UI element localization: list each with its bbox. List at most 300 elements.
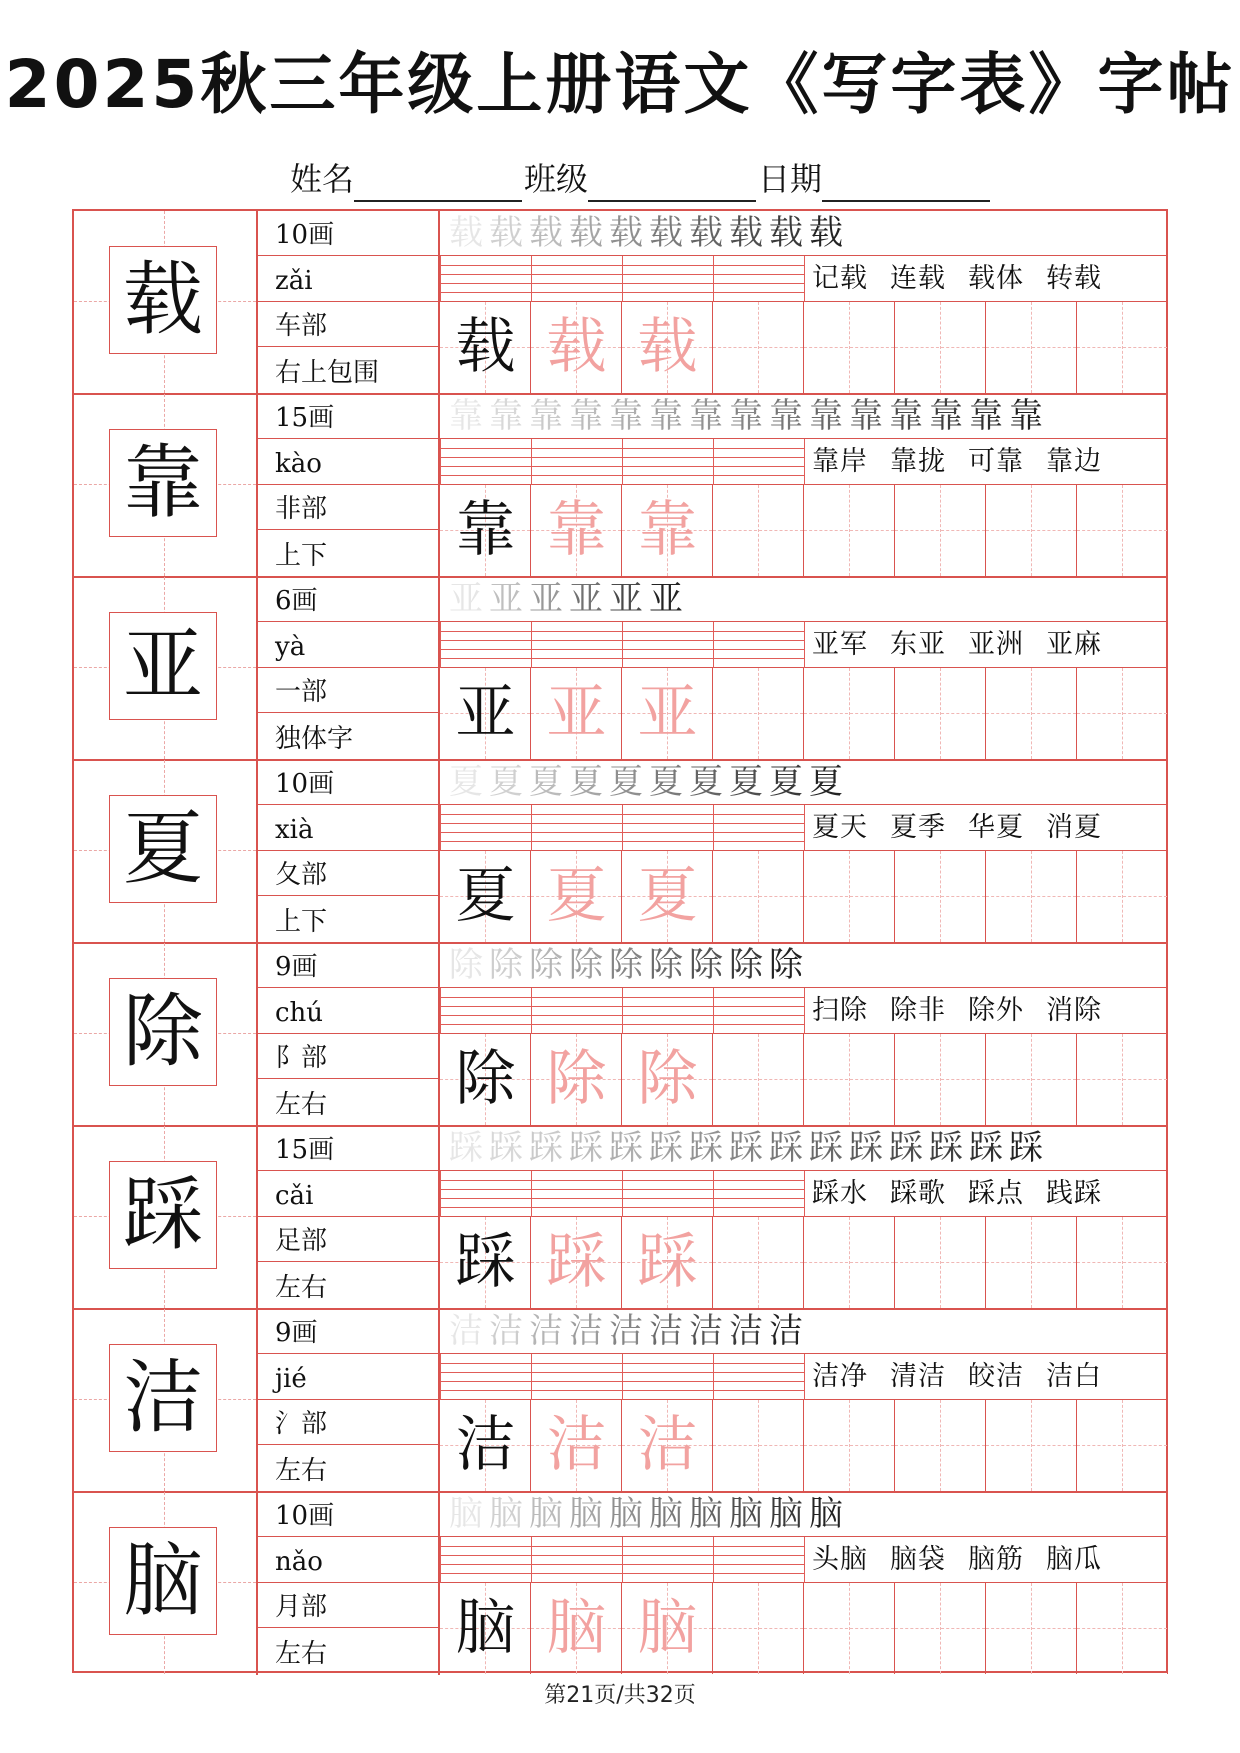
radical: 夂部 — [275, 860, 328, 890]
model-character-cell — [74, 1126, 256, 1308]
writing-cell[interactable] — [804, 485, 895, 576]
word: 洁净 — [812, 1361, 868, 1392]
date-blank[interactable] — [822, 166, 990, 202]
word: 脑瓜 — [1046, 1544, 1102, 1575]
writing-cell[interactable] — [531, 485, 622, 576]
word: 亚洲 — [968, 629, 1024, 660]
writing-cell[interactable] — [713, 1583, 804, 1674]
writing-row — [440, 668, 1166, 759]
pinyin-divider — [713, 622, 714, 668]
writing-cell[interactable] — [1077, 1217, 1168, 1308]
writing-cell[interactable] — [440, 1400, 531, 1491]
trace-character: 踩 — [546, 1227, 607, 1297]
writing-cell[interactable] — [622, 1217, 713, 1308]
pinyin-divider — [531, 256, 532, 302]
writing-cell[interactable] — [895, 1400, 986, 1491]
radical-cell — [257, 302, 438, 347]
pinyin-divider — [440, 805, 441, 851]
stroke-step: 亚 — [609, 579, 643, 619]
writing-cell[interactable] — [1077, 1400, 1168, 1491]
stroke-step: 靠 — [889, 396, 923, 436]
writing-cell[interactable] — [986, 851, 1077, 942]
stroke-step: 脑 — [769, 1494, 803, 1534]
pinyin-practice-row — [440, 1171, 1166, 1217]
stroke-step: 踩 — [489, 1128, 523, 1168]
writing-cell[interactable] — [986, 1583, 1077, 1674]
pinyin-divider — [440, 1354, 441, 1400]
pinyin-lines — [440, 1354, 804, 1400]
word-list — [812, 256, 1124, 302]
guide-line — [1077, 1262, 1167, 1263]
trace-character: 脑 — [637, 1593, 698, 1663]
guide-line — [713, 1262, 803, 1263]
stroke-step: 除 — [729, 945, 763, 985]
pinyin: xià — [275, 814, 314, 845]
stroke-step: 亚 — [569, 579, 603, 619]
stroke-step: 洁 — [449, 1311, 483, 1351]
stroke-order — [446, 1128, 1046, 1168]
stroke-order-row — [440, 1309, 1166, 1354]
stroke-step: 除 — [569, 945, 603, 985]
guide-line — [986, 1628, 1076, 1629]
writing-cell[interactable] — [895, 485, 986, 576]
stroke-step: 踩 — [849, 1128, 883, 1168]
pinyin-divider — [440, 988, 441, 1034]
structure: 上下 — [275, 540, 328, 571]
writing-cell[interactable] — [1077, 485, 1168, 576]
pinyin-divider — [713, 439, 714, 485]
model-character: 载 — [109, 246, 217, 354]
stroke-step: 靠 — [689, 396, 723, 436]
writing-cell[interactable] — [531, 1217, 622, 1308]
trace-character: 夏 — [546, 861, 607, 931]
writing-cell[interactable] — [440, 302, 531, 393]
stroke-step: 夏 — [489, 762, 523, 802]
pinyin-divider — [531, 622, 532, 668]
class-label: 班级 — [524, 160, 589, 198]
writing-cell[interactable] — [713, 1400, 804, 1491]
structure-cell — [257, 897, 438, 942]
writing-cell[interactable] — [713, 668, 804, 759]
stroke-step: 载 — [689, 213, 723, 253]
word: 连载 — [890, 263, 946, 294]
trace-character: 夏 — [637, 861, 698, 931]
stroke-count-cell — [257, 1126, 438, 1171]
writing-cell[interactable] — [531, 668, 622, 759]
pinyin-cell — [257, 623, 438, 668]
guide-line — [1077, 530, 1167, 531]
pinyin-cell — [257, 1172, 438, 1217]
pinyin-divider — [622, 805, 623, 851]
practice-grid — [72, 209, 1168, 1673]
writing-cell[interactable] — [804, 851, 895, 942]
radical: 月部 — [275, 1592, 328, 1622]
structure-cell — [257, 348, 438, 393]
word: 记载 — [812, 263, 868, 294]
pinyin: yà — [275, 631, 306, 662]
writing-cell[interactable] — [804, 302, 895, 393]
stroke-order — [446, 1494, 846, 1534]
writing-cell[interactable] — [440, 485, 531, 576]
writing-cell[interactable] — [895, 1034, 986, 1125]
character-entry — [74, 1126, 1166, 1309]
word: 扫除 — [812, 995, 868, 1026]
guide-line — [986, 530, 1076, 531]
pinyin-practice-row — [440, 1537, 1166, 1583]
stroke-order — [446, 762, 846, 802]
stroke-count: 10画 — [275, 1501, 335, 1531]
stroke-step: 脑 — [489, 1494, 523, 1534]
word: 消夏 — [1046, 812, 1102, 843]
writing-cell[interactable] — [622, 302, 713, 393]
structure-cell — [257, 1080, 438, 1125]
stroke-step: 夏 — [769, 762, 803, 802]
stroke-step: 除 — [689, 945, 723, 985]
writing-cell[interactable] — [895, 1217, 986, 1308]
guide-line — [713, 1079, 803, 1080]
pinyin-cell — [257, 1355, 438, 1400]
stroke-order — [446, 213, 846, 253]
model-character-cell — [74, 577, 256, 759]
example-character: 夏 — [455, 861, 516, 931]
guide-line — [1077, 347, 1167, 348]
word: 踩歌 — [890, 1178, 946, 1209]
writing-cell[interactable] — [440, 1217, 531, 1308]
writing-cell[interactable] — [986, 1217, 1077, 1308]
word: 消除 — [1046, 995, 1102, 1026]
stroke-order-row — [440, 577, 1166, 622]
guide-line — [804, 1628, 894, 1629]
stroke-step: 夏 — [529, 762, 563, 802]
structure-cell — [257, 1446, 438, 1491]
pinyin-divider — [622, 439, 623, 485]
stroke-step: 载 — [529, 213, 563, 253]
stroke-order-row — [440, 943, 1166, 988]
writing-cell[interactable] — [622, 1034, 713, 1125]
pinyin-divider — [622, 256, 623, 302]
model-character-cell — [74, 760, 256, 942]
writing-cell[interactable] — [531, 302, 622, 393]
guide-line — [986, 896, 1076, 897]
pinyin-divider — [531, 439, 532, 485]
pinyin-divider — [804, 805, 805, 851]
trace-character: 除 — [637, 1044, 698, 1114]
writing-cell[interactable] — [804, 668, 895, 759]
pinyin-divider — [440, 439, 441, 485]
stroke-step: 除 — [769, 945, 803, 985]
word: 除非 — [890, 995, 946, 1026]
writing-row — [440, 302, 1166, 393]
stroke-count: 6画 — [275, 586, 318, 616]
stroke-step: 载 — [769, 213, 803, 253]
stroke-step: 夏 — [569, 762, 603, 802]
guide-line — [804, 530, 894, 531]
stroke-step: 踩 — [729, 1128, 763, 1168]
writing-cell[interactable] — [986, 302, 1077, 393]
pinyin-divider — [531, 805, 532, 851]
stroke-step: 载 — [729, 213, 763, 253]
stroke-count: 10画 — [275, 220, 335, 250]
writing-cell[interactable] — [713, 302, 804, 393]
trace-character: 靠 — [546, 495, 607, 565]
stroke-step: 洁 — [689, 1311, 723, 1351]
pinyin-divider — [622, 1537, 623, 1583]
pinyin-divider — [713, 805, 714, 851]
character-entry — [74, 211, 1166, 394]
writing-cell[interactable] — [1077, 851, 1168, 942]
word: 皎洁 — [968, 1361, 1024, 1392]
guide-line — [713, 896, 803, 897]
character-entry — [74, 394, 1166, 577]
guide-line — [1077, 1445, 1167, 1446]
pinyin-lines — [440, 805, 804, 851]
pinyin: kào — [275, 448, 322, 479]
radical-cell — [257, 1400, 438, 1445]
class-blank[interactable] — [588, 166, 756, 202]
stroke-step: 载 — [809, 213, 843, 253]
word: 亚麻 — [1046, 629, 1102, 660]
structure-cell — [257, 1629, 438, 1674]
stroke-step: 靠 — [449, 396, 483, 436]
radical: 一部 — [275, 677, 328, 707]
stroke-step: 洁 — [609, 1311, 643, 1351]
trace-character: 除 — [546, 1044, 607, 1114]
pinyin-divider — [713, 1537, 714, 1583]
stroke-step: 亚 — [489, 579, 523, 619]
trace-character: 踩 — [637, 1227, 698, 1297]
writing-cell[interactable] — [440, 668, 531, 759]
stroke-step: 亚 — [449, 579, 483, 619]
guide-line — [1077, 896, 1167, 897]
stroke-step: 靠 — [1009, 396, 1043, 436]
writing-cell[interactable] — [713, 485, 804, 576]
stroke-step: 踩 — [649, 1128, 683, 1168]
word: 脑筋 — [968, 1544, 1024, 1575]
stroke-step: 除 — [449, 945, 483, 985]
pinyin-practice-row — [440, 256, 1166, 302]
word: 除外 — [968, 995, 1024, 1026]
writing-cell[interactable] — [531, 1400, 622, 1491]
pinyin-divider — [622, 622, 623, 668]
pinyin-cell — [257, 1538, 438, 1583]
pinyin-divider — [804, 622, 805, 668]
radical-cell — [257, 1217, 438, 1262]
model-character: 靠 — [109, 429, 217, 537]
trace-character: 载 — [637, 312, 698, 382]
stroke-step: 夏 — [449, 762, 483, 802]
example-character: 洁 — [455, 1410, 516, 1480]
guide-line — [713, 1445, 803, 1446]
pinyin-cell — [257, 257, 438, 302]
structure: 左右 — [275, 1455, 328, 1486]
word: 东亚 — [890, 629, 946, 660]
character-entry — [74, 760, 1166, 943]
word-list — [812, 439, 1124, 485]
guide-line — [895, 1262, 985, 1263]
stroke-step: 除 — [609, 945, 643, 985]
writing-cell[interactable] — [622, 668, 713, 759]
stroke-count: 10画 — [275, 769, 335, 799]
writing-cell[interactable] — [713, 1217, 804, 1308]
character-entry — [74, 1309, 1166, 1492]
writing-cell[interactable] — [622, 485, 713, 576]
writing-cell[interactable] — [440, 1583, 531, 1674]
pinyin-divider — [804, 1171, 805, 1217]
stroke-count-cell — [257, 1309, 438, 1354]
stroke-step: 亚 — [649, 579, 683, 619]
stroke-order — [446, 945, 806, 985]
guide-line — [986, 1445, 1076, 1446]
writing-cell[interactable] — [1077, 1583, 1168, 1674]
word: 靠边 — [1046, 446, 1102, 477]
pinyin-practice-row — [440, 622, 1166, 668]
student-info-bar — [290, 156, 992, 202]
word: 亚军 — [812, 629, 868, 660]
pinyin-divider — [531, 1354, 532, 1400]
stroke-step: 洁 — [529, 1311, 563, 1351]
pinyin-divider — [531, 988, 532, 1034]
word: 脑袋 — [890, 1544, 946, 1575]
guide-line — [804, 1445, 894, 1446]
word: 靠岸 — [812, 446, 868, 477]
writing-cell[interactable] — [804, 1217, 895, 1308]
writing-cell[interactable] — [986, 1400, 1077, 1491]
guide-line — [804, 1079, 894, 1080]
guide-line — [804, 1262, 894, 1263]
writing-cell[interactable] — [531, 1583, 622, 1674]
stroke-step: 踩 — [809, 1128, 843, 1168]
stroke-count: 15画 — [275, 403, 335, 433]
pinyin-divider — [713, 988, 714, 1034]
stroke-step: 脑 — [809, 1494, 843, 1534]
guide-line — [895, 1628, 985, 1629]
pinyin-lines — [440, 988, 804, 1034]
word-list — [812, 1171, 1124, 1217]
writing-row — [440, 851, 1166, 942]
pinyin-lines — [440, 439, 804, 485]
trace-character: 脑 — [546, 1593, 607, 1663]
stroke-count: 15画 — [275, 1135, 335, 1165]
writing-row — [440, 1400, 1166, 1491]
writing-cell[interactable] — [440, 851, 531, 942]
stroke-step: 踩 — [969, 1128, 1003, 1168]
structure-cell — [257, 714, 438, 759]
writing-cell[interactable] — [986, 485, 1077, 576]
guide-line — [895, 1445, 985, 1446]
writing-cell[interactable] — [622, 1400, 713, 1491]
word: 踩水 — [812, 1178, 868, 1209]
stroke-step: 洁 — [769, 1311, 803, 1351]
page-number: 第21页/共32页 — [544, 1683, 696, 1708]
stroke-step: 载 — [649, 213, 683, 253]
pinyin-divider — [804, 1354, 805, 1400]
model-character: 除 — [109, 978, 217, 1086]
writing-row — [440, 1217, 1166, 1308]
model-character: 亚 — [109, 612, 217, 720]
stroke-step: 载 — [489, 213, 523, 253]
writing-cell[interactable] — [1077, 668, 1168, 759]
writing-cell[interactable] — [804, 1034, 895, 1125]
writing-cell[interactable] — [895, 1583, 986, 1674]
guide-line — [895, 1079, 985, 1080]
stroke-step: 踩 — [529, 1128, 563, 1168]
pinyin: chú — [275, 997, 324, 1028]
word: 华夏 — [968, 812, 1024, 843]
writing-cell[interactable] — [713, 1034, 804, 1125]
stroke-step: 脑 — [729, 1494, 763, 1534]
pinyin-lines — [440, 1171, 804, 1217]
writing-cell[interactable] — [986, 668, 1077, 759]
word: 洁白 — [1046, 1361, 1102, 1392]
writing-cell[interactable] — [895, 302, 986, 393]
writing-row — [440, 1583, 1166, 1674]
writing-cell[interactable] — [1077, 1034, 1168, 1125]
stroke-step: 靠 — [529, 396, 563, 436]
name-blank[interactable] — [354, 166, 522, 202]
writing-cell[interactable] — [622, 1583, 713, 1674]
pinyin-divider — [531, 1537, 532, 1583]
writing-cell[interactable] — [804, 1400, 895, 1491]
guide-line — [895, 530, 985, 531]
structure: 左右 — [275, 1272, 328, 1303]
stroke-step: 脑 — [609, 1494, 643, 1534]
example-character: 脑 — [455, 1593, 516, 1663]
pinyin: nǎo — [275, 1546, 323, 1577]
writing-cell[interactable] — [440, 1034, 531, 1125]
radical-cell — [257, 1583, 438, 1628]
pinyin-practice-row — [440, 988, 1166, 1034]
date-label: 日期 — [758, 160, 823, 198]
radical-cell — [257, 485, 438, 530]
pinyin-lines — [440, 256, 804, 302]
stroke-step: 靠 — [809, 396, 843, 436]
writing-cell[interactable] — [713, 851, 804, 942]
writing-cell[interactable] — [895, 851, 986, 942]
stroke-step: 载 — [569, 213, 603, 253]
stroke-count: 9画 — [275, 952, 318, 982]
writing-cell[interactable] — [1077, 302, 1168, 393]
stroke-order-row — [440, 1126, 1166, 1171]
writing-cell[interactable] — [895, 668, 986, 759]
writing-cell[interactable] — [531, 1034, 622, 1125]
stroke-step: 踩 — [769, 1128, 803, 1168]
model-character: 洁 — [109, 1344, 217, 1452]
pinyin-divider — [622, 1354, 623, 1400]
writing-cell[interactable] — [986, 1034, 1077, 1125]
pinyin-divider — [622, 1171, 623, 1217]
example-character: 靠 — [455, 495, 516, 565]
stroke-step: 洁 — [649, 1311, 683, 1351]
pinyin-divider — [440, 256, 441, 302]
model-character-cell — [74, 1492, 256, 1674]
guide-line — [804, 713, 894, 714]
structure: 右上包围 — [275, 357, 380, 388]
trace-character: 靠 — [637, 495, 698, 565]
radical-cell — [257, 1034, 438, 1079]
trace-character: 洁 — [637, 1410, 698, 1480]
pinyin: cǎi — [275, 1180, 314, 1211]
writing-cell[interactable] — [804, 1583, 895, 1674]
trace-character: 洁 — [546, 1410, 607, 1480]
writing-cell[interactable] — [622, 851, 713, 942]
pinyin: zǎi — [275, 265, 313, 296]
guide-line — [986, 347, 1076, 348]
model-character: 脑 — [109, 1527, 217, 1635]
writing-row — [440, 1034, 1166, 1125]
writing-cell[interactable] — [531, 851, 622, 942]
pinyin-practice-row — [440, 805, 1166, 851]
stroke-step: 靠 — [609, 396, 643, 436]
